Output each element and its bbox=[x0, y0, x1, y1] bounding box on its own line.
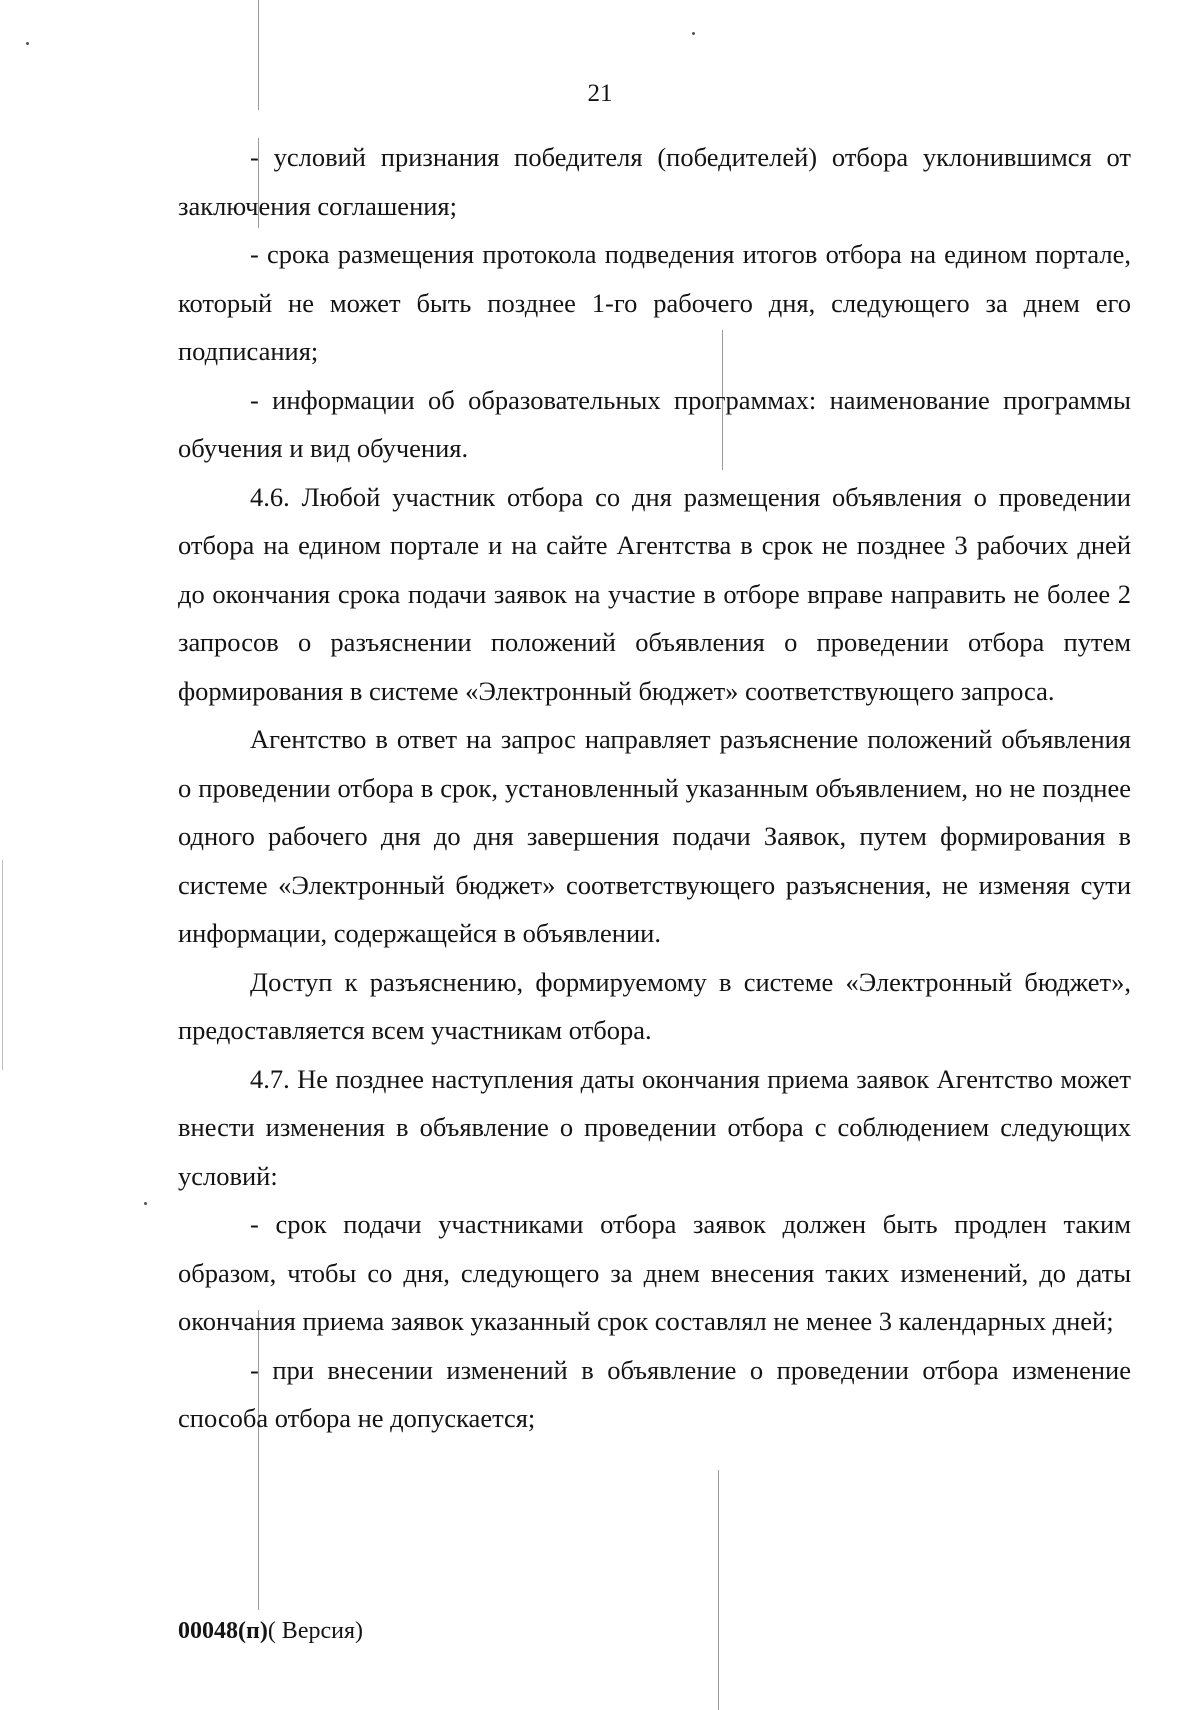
scan-artifact-line bbox=[718, 1470, 719, 1710]
paragraph: - срок подачи участниками отбора заявок должен быть продлен таким образом, чтобы со дня, следующего за днем внесения таких изменений, до даты окончания приема заявок указанный срок составлял не менее 3 календарных дней; bbox=[178, 1209, 1131, 1336]
paragraph: 4.6. Любой участник отбора со дня размещения объявления о проведении отбора на едином портале и на сайте Агентства в срок не позднее 3 рабочих дней до окончания срока подачи заявок на участие в отборе вправе направить не более 2 запросов о разъяснении положений объявления о проведении отбора путем формирования в системе «Электронный бюджет» соответствующего запроса. bbox=[178, 481, 1131, 706]
scan-artifact-dot bbox=[144, 1202, 147, 1205]
page-number: 21 bbox=[587, 80, 613, 107]
paragraph: - при внесении изменений в объявление о проведении отбора изменение способа отбора не допускается; bbox=[178, 1354, 1131, 1433]
scan-artifact-dot bbox=[26, 42, 29, 45]
document-code: 00048(п) bbox=[178, 1618, 268, 1644]
document-footer bbox=[178, 1618, 363, 1645]
paragraph: Агентство в ответ на запрос направляет разъяснение положений объявления о проведении отбора в срок, установленный указанным объявлением, но не позднее одного рабочего дня до дня завершения подачи Заявок, путем формирования в системе «Электронный бюджет» соответствующего разъяснения, не изменяя сути информации, содержащейся в объявлении. bbox=[178, 724, 1131, 948]
paragraph: - срока размещения протокола подведения итогов отбора на едином портале, который не может быть позднее 1-го рабочего дня, следующего за днем его подписания; bbox=[178, 239, 1131, 366]
document-version: ( Версия) bbox=[267, 1618, 363, 1644]
paragraph: Доступ к разъяснению, формируемому в системе «Электронный бюджет», предоставляется всем участникам отбора. bbox=[178, 966, 1131, 1045]
scan-artifact-line bbox=[2, 860, 3, 1070]
paragraph: - информации об образовательных программах: наименование программы обучения и вид обучения. bbox=[178, 384, 1131, 463]
paragraph: - условий признания победителя (победителей) отбора уклонившимся от заключения соглашения; bbox=[178, 142, 1131, 221]
paragraph: 4.7. Не позднее наступления даты окончания приема заявок Агентство может внести изменения в объявление о проведении отбора с соблюдением следующих условий: bbox=[178, 1063, 1131, 1191]
document-body bbox=[178, 133, 1131, 1443]
scan-artifact-dot bbox=[692, 32, 695, 35]
